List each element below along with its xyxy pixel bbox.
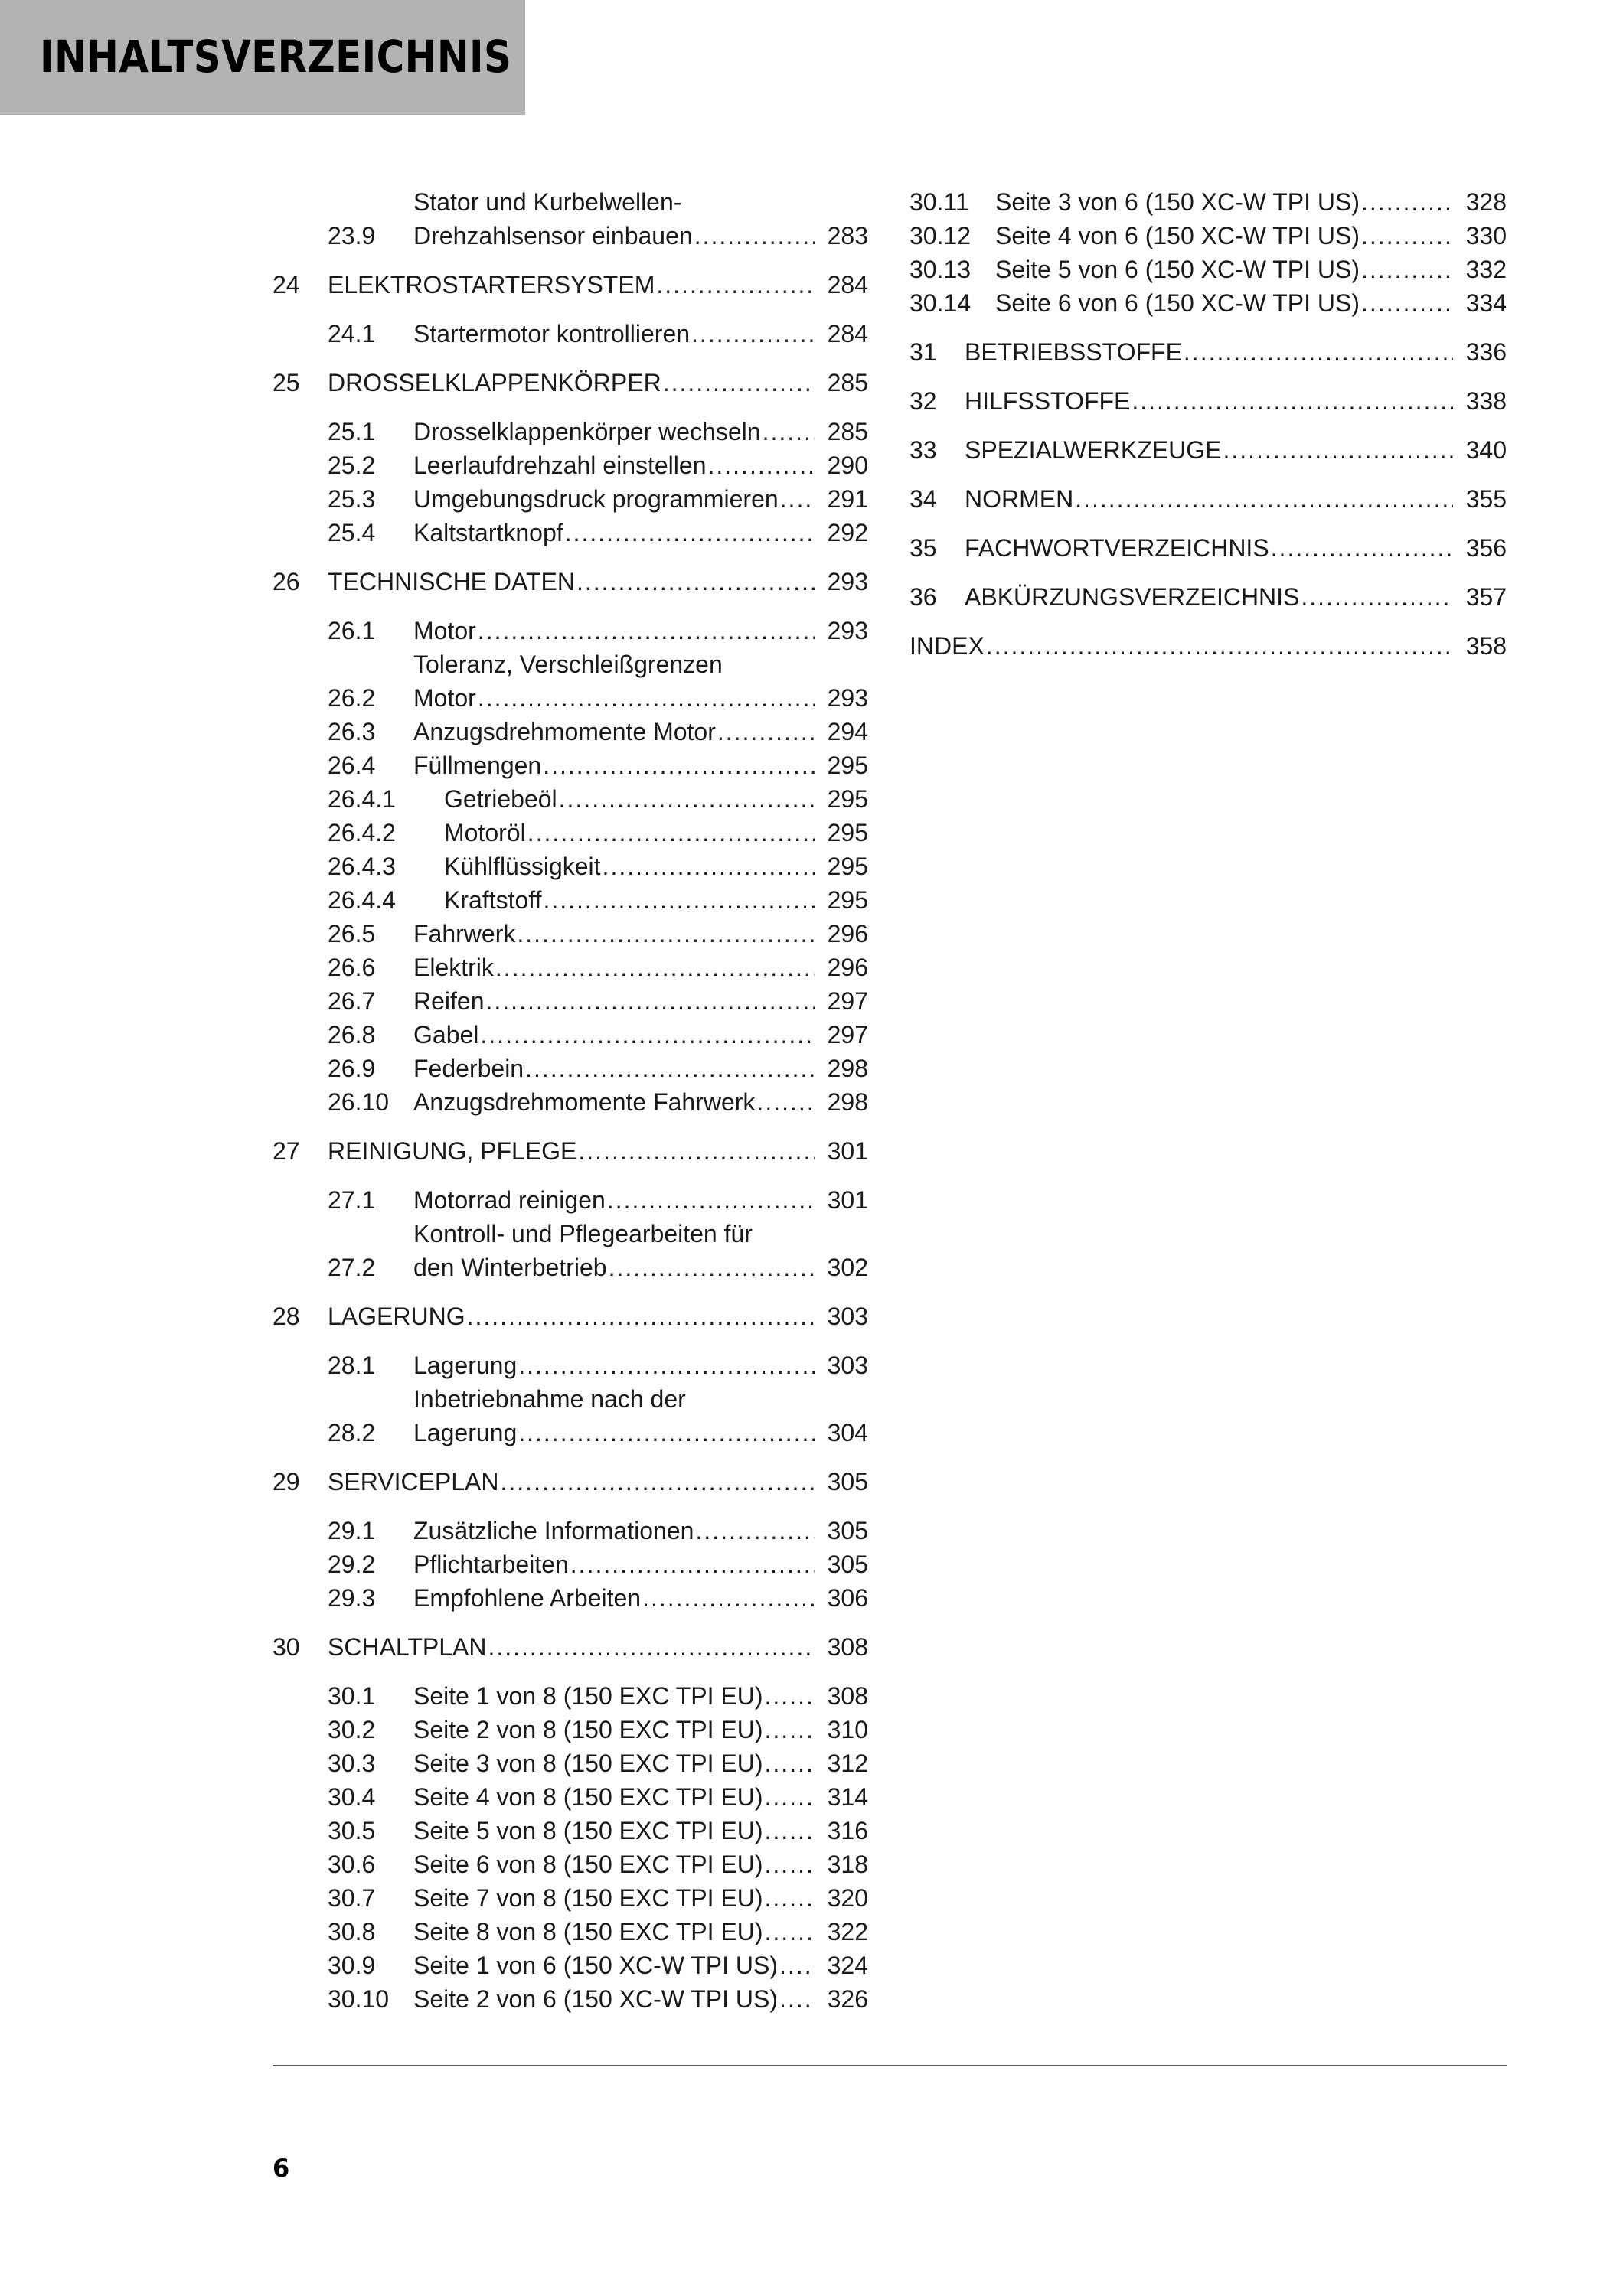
toc-entry-number: 36 [909, 583, 937, 611]
toc-entry-title: Reifen [413, 987, 485, 1015]
page-number: 6 [273, 2154, 290, 2183]
toc-entry-page: 296 [827, 954, 868, 981]
dot-leader [694, 219, 815, 253]
toc-entry-page: 314 [827, 1783, 868, 1811]
toc-entry-title: FACHWORTVERZEICHNIS [965, 534, 1269, 562]
toc-entry-title: Seite 2 von 8 (150 EXC TPI EU) [413, 1716, 763, 1743]
toc-entry-title: NORMEN [965, 485, 1074, 513]
toc-section-entry[interactable] [273, 1018, 868, 1052]
toc-entry-title: Gabel [413, 1021, 479, 1049]
toc-entry-number: 30.6 [328, 1851, 376, 1878]
toc-entry-title-line: Stator und Kurbelwellen- [413, 188, 682, 216]
dot-leader [607, 1183, 815, 1217]
toc-entry-page: 290 [827, 452, 868, 479]
toc-section-entry[interactable] [909, 253, 1507, 286]
toc-index-entry[interactable] [909, 629, 1507, 663]
toc-entry-number: 30.10 [328, 1985, 390, 2013]
toc-entry-page: 306 [827, 1584, 868, 1612]
toc-section-entry[interactable] [273, 1349, 868, 1382]
toc-section-entry[interactable] [273, 647, 868, 715]
toc-entry-title: Seite 2 von 6 (150 XC-W TPI US) [413, 1985, 779, 2013]
dot-leader [570, 1548, 815, 1581]
toc-entry-number: 29.3 [328, 1584, 376, 1612]
toc-entry-number: 25 [273, 369, 300, 396]
toc-entry-page: 340 [1465, 436, 1507, 464]
toc-entry-number: 25.4 [328, 519, 376, 546]
toc-entry-title-line: Inbetriebnahme nach der [413, 1385, 686, 1413]
toc-entry-title: HILFSSTOFFE [965, 387, 1131, 415]
dot-leader [609, 1251, 815, 1284]
toc-section-entry[interactable] [273, 1848, 868, 1881]
toc-section-entry[interactable] [273, 317, 868, 351]
toc-entry-page: 316 [827, 1817, 868, 1844]
toc-entry-number: 26.8 [328, 1021, 376, 1049]
toc-section-entry[interactable] [273, 984, 868, 1018]
header-box [0, 0, 525, 115]
toc-entry-number: 34 [909, 485, 937, 513]
toc-entry-number: 25.3 [328, 485, 376, 513]
toc-entry-title: Federbein [413, 1055, 524, 1082]
toc-entry-number: 27.2 [328, 1254, 376, 1281]
dot-leader [717, 715, 815, 748]
toc-section-entry[interactable] [273, 448, 868, 482]
toc-section-entry[interactable] [273, 1581, 868, 1615]
dot-leader [765, 1679, 815, 1713]
toc-entry-page: 285 [827, 418, 868, 445]
toc-left-column [273, 185, 868, 2016]
toc-entry-title: Drehzahlsensor einbauen [413, 222, 693, 249]
dot-leader [691, 317, 815, 351]
dot-leader [517, 917, 815, 951]
toc-entry-page: 334 [1465, 289, 1507, 317]
toc-entry-page: 291 [827, 485, 868, 513]
toc-section-entry[interactable] [273, 917, 868, 951]
toc-entry-page: 293 [827, 684, 868, 712]
dot-leader [1361, 286, 1453, 320]
dot-leader [765, 1915, 815, 1949]
toc-section-entry[interactable] [273, 1713, 868, 1746]
dot-leader [576, 565, 815, 598]
toc-entry-page: 296 [827, 920, 868, 947]
toc-section-entry[interactable] [273, 1382, 868, 1450]
toc-entry-number: 30.9 [328, 1952, 376, 1979]
toc-entry-number: 30.2 [328, 1716, 376, 1743]
toc-entry-page: 295 [827, 886, 868, 914]
toc-entry-number: 33 [909, 436, 937, 464]
toc-section-entry[interactable] [273, 614, 868, 647]
dot-leader [1184, 335, 1453, 369]
toc-entry-number: 30.14 [909, 289, 972, 317]
page-title: INHALTSVERZEICHNIS [40, 31, 512, 83]
toc-entry-title: Seite 1 von 6 (150 XC-W TPI US) [413, 1952, 779, 1979]
toc-section-entry[interactable] [273, 850, 868, 883]
toc-entry-title: Elektrik [413, 954, 494, 981]
toc-entry-number: 26.3 [328, 718, 376, 745]
dot-leader [1361, 219, 1453, 253]
toc-entry-page: 284 [827, 271, 868, 298]
toc-chapter-entry[interactable] [909, 433, 1507, 467]
dot-leader [765, 1814, 815, 1848]
toc-entry-title: Zusätzliche Informationen [413, 1517, 694, 1544]
toc-entry-title: LAGERUNG [328, 1303, 465, 1330]
toc-section-entry[interactable] [273, 1183, 868, 1217]
toc-entry-page: 301 [827, 1137, 868, 1165]
dot-leader [779, 1982, 815, 2016]
footer-divider [273, 2065, 1507, 2066]
dot-leader [1361, 253, 1453, 286]
toc-entry-page: 320 [827, 1884, 868, 1912]
toc-entry-page: 358 [1465, 632, 1507, 660]
toc-section-entry[interactable] [273, 1679, 868, 1713]
dot-leader [565, 516, 815, 550]
dot-leader [543, 748, 815, 782]
toc-chapter-entry[interactable] [273, 565, 868, 598]
toc-entry-title: Motorrad reinigen [413, 1186, 606, 1214]
toc-entry-page: 326 [827, 1985, 868, 2013]
toc-entry-number: 28.2 [328, 1419, 376, 1446]
toc-entry-title: Seite 6 von 8 (150 EXC TPI EU) [413, 1851, 763, 1878]
toc-entry-page: 293 [827, 568, 868, 595]
toc-entry-number: 29.1 [328, 1517, 376, 1544]
toc-entry-title: SPEZIALWERKZEUGE [965, 436, 1222, 464]
toc-entry-page: 322 [827, 1918, 868, 1945]
toc-entry-number: 24.1 [328, 320, 376, 347]
toc-entry-number: 26.2 [328, 684, 376, 712]
toc-entry-title: ABKÜRZUNGSVERZEICHNIS [965, 583, 1300, 611]
toc-section-entry[interactable] [273, 1982, 868, 2016]
toc-section-entry[interactable] [273, 816, 868, 850]
toc-chapter-entry[interactable] [909, 580, 1507, 614]
toc-entry-title: Drosselklappenkörper wechseln [413, 418, 761, 445]
toc-entry-page: 305 [827, 1517, 868, 1544]
toc-entry-title: Lagerung [413, 1352, 518, 1379]
toc-entry-number: 26.1 [328, 617, 376, 644]
toc-chapter-entry[interactable] [273, 1630, 868, 1664]
toc-entry-title: Getriebeöl [444, 785, 557, 813]
dot-leader [765, 1780, 815, 1814]
toc-entry-title: SERVICEPLAN [328, 1468, 499, 1495]
toc-entry-number: 30.12 [909, 222, 972, 249]
toc-section-entry[interactable] [273, 415, 868, 448]
toc-chapter-entry[interactable] [273, 1134, 868, 1168]
toc-entry-number: 26.6 [328, 954, 376, 981]
toc-section-entry[interactable] [273, 1052, 868, 1085]
toc-chapter-entry[interactable] [273, 268, 868, 302]
dot-leader [603, 850, 815, 883]
toc-chapter-entry[interactable] [909, 335, 1507, 369]
toc-entry-title: Motor [413, 617, 476, 644]
toc-entry-page: 303 [827, 1303, 868, 1330]
toc-entry-title: TECHNISCHE DATEN [328, 568, 575, 595]
toc-entry-title: REINIGUNG, PFLEGE [328, 1137, 577, 1165]
toc-entry-title: Seite 4 von 6 (150 XC-W TPI US) [995, 222, 1360, 249]
toc-entry-number: 26 [273, 568, 300, 595]
toc-entry-page: 298 [827, 1088, 868, 1116]
toc-entry-number: 30 [273, 1633, 300, 1661]
dot-leader [578, 1134, 815, 1168]
toc-section-entry[interactable] [273, 516, 868, 550]
toc-section-entry[interactable] [909, 185, 1507, 219]
toc-entry-page: 301 [827, 1186, 868, 1214]
dot-leader [480, 1018, 815, 1052]
toc-entry-number: 30.1 [328, 1682, 376, 1710]
toc-entry-page: 336 [1465, 338, 1507, 366]
toc-entry-number: 32 [909, 387, 937, 415]
toc-entry-title: Seite 5 von 8 (150 EXC TPI EU) [413, 1817, 763, 1844]
toc-section-entry[interactable] [273, 1949, 868, 1982]
dot-leader [780, 482, 815, 516]
toc-entry-title: Startermotor kontrollieren [413, 320, 691, 347]
toc-entry-title: Seite 4 von 8 (150 EXC TPI EU) [413, 1783, 763, 1811]
toc-entry-page: 355 [1465, 485, 1507, 513]
toc-entry-page: 292 [827, 519, 868, 546]
toc-entry-page: 338 [1465, 387, 1507, 415]
dot-leader [1223, 433, 1453, 467]
toc-section-entry[interactable] [273, 1217, 868, 1284]
toc-section-entry[interactable] [273, 1915, 868, 1949]
dot-leader [765, 1881, 815, 1915]
toc-entry-title: Seite 5 von 6 (150 XC-W TPI US) [995, 256, 1360, 283]
toc-entry-page: 294 [827, 718, 868, 745]
toc-entry-title-line: Kontroll- und Pflegearbeiten für [413, 1220, 753, 1247]
toc-chapter-entry[interactable] [273, 1300, 868, 1333]
toc-entry-page: 312 [827, 1750, 868, 1777]
toc-entry-number: 26.4.4 [328, 886, 396, 914]
toc-section-entry[interactable] [273, 748, 868, 782]
toc-section-entry[interactable] [273, 1085, 868, 1119]
dot-leader [467, 1300, 815, 1333]
toc-section-entry[interactable] [273, 782, 868, 816]
toc-entry-number: 30.7 [328, 1884, 376, 1912]
toc-section-entry[interactable] [909, 219, 1507, 253]
dot-leader [486, 984, 815, 1018]
toc-section-entry[interactable] [273, 1814, 868, 1848]
toc-entry-number: 29 [273, 1468, 300, 1495]
toc-entry-title: ELEKTROSTARTERSYSTEM [328, 271, 655, 298]
toc-chapter-entry[interactable] [909, 531, 1507, 565]
dot-leader [1361, 185, 1453, 219]
toc-entry-number: 27 [273, 1137, 300, 1165]
dot-leader [656, 268, 815, 302]
toc-entry-number: 26.7 [328, 987, 376, 1015]
toc-entry-page: 298 [827, 1055, 868, 1082]
toc-entry-number: 26.4 [328, 752, 376, 779]
toc-entry-page: 297 [827, 987, 868, 1015]
toc-entry-page: 324 [827, 1952, 868, 1979]
dot-leader [1132, 384, 1453, 418]
toc-entry-page: 302 [827, 1254, 868, 1281]
toc-entry-number: 26.4.2 [328, 819, 396, 846]
dot-leader [1271, 531, 1453, 565]
toc-entry-page: 295 [827, 752, 868, 779]
toc-entry-number: 29.2 [328, 1551, 376, 1578]
toc-entry-page: 328 [1465, 188, 1507, 216]
toc-entry-page: 357 [1465, 583, 1507, 611]
toc-chapter-entry[interactable] [273, 366, 868, 400]
dot-leader [518, 1416, 815, 1450]
toc-entry-number: 30.5 [328, 1817, 376, 1844]
dot-leader [559, 782, 815, 816]
toc-entry-number: 26.9 [328, 1055, 376, 1082]
toc-entry-title: DROSSELKLAPPENKÖRPER [328, 369, 661, 396]
dot-leader [1075, 482, 1453, 516]
toc-entry-title: Motoröl [444, 819, 526, 846]
toc-entry-title: BETRIEBSSTOFFE [965, 338, 1182, 366]
toc-entry-title-line: Toleranz, Verschleißgrenzen [413, 651, 723, 678]
toc-entry-page: 284 [827, 320, 868, 347]
dot-leader [488, 1630, 815, 1664]
toc-entry-page: 297 [827, 1021, 868, 1049]
toc-section-entry[interactable] [273, 1548, 868, 1581]
toc-entry-page: 305 [827, 1551, 868, 1578]
toc-entry-number: 26.4.1 [328, 785, 396, 813]
dot-leader [1301, 580, 1453, 614]
toc-chapter-entry[interactable] [909, 384, 1507, 418]
dot-leader [478, 681, 815, 715]
toc-entry-title: den Winterbetrieb [413, 1254, 607, 1281]
toc-entry-title: Motor [413, 684, 476, 712]
toc-entry-title: Seite 3 von 8 (150 EXC TPI EU) [413, 1750, 763, 1777]
toc-entry-page: 303 [827, 1352, 868, 1379]
toc-entry-number: 26.4.3 [328, 853, 396, 880]
toc-section-entry[interactable] [273, 1881, 868, 1915]
toc-entry-title: Kaltstartknopf [413, 519, 563, 546]
toc-entry-number: 30.4 [328, 1783, 376, 1811]
toc-section-entry[interactable] [273, 482, 868, 516]
dot-leader [527, 816, 815, 850]
toc-entry-title: SCHALTPLAN [328, 1633, 487, 1661]
toc-entry-number: 30.3 [328, 1750, 376, 1777]
toc-entry-title: Anzugsdrehmomente Fahrwerk [413, 1088, 756, 1116]
toc-entry-title: Empfohlene Arbeiten [413, 1584, 642, 1612]
toc-entry-number: 30.8 [328, 1918, 376, 1945]
toc-chapter-entry[interactable] [273, 1465, 868, 1499]
dot-leader [642, 1581, 815, 1615]
dot-leader [478, 614, 815, 647]
toc-entry-number: 26.5 [328, 920, 376, 947]
toc-entry-page: 310 [827, 1716, 868, 1743]
dot-leader [663, 366, 815, 400]
toc-entry-page: 295 [827, 819, 868, 846]
toc-entry-number: 26.10 [328, 1088, 390, 1116]
toc-entry-page: 356 [1465, 534, 1507, 562]
toc-entry-number: 27.1 [328, 1186, 376, 1214]
dot-leader [695, 1514, 815, 1548]
dot-leader [501, 1465, 815, 1499]
toc-section-entry[interactable] [909, 286, 1507, 320]
toc-entry-number: 35 [909, 534, 937, 562]
toc-entry-page: 285 [827, 369, 868, 396]
toc-entry-number: 25.2 [328, 452, 376, 479]
toc-entry-title: Kraftstoff [444, 886, 542, 914]
toc-entry-number: 30.11 [909, 188, 969, 216]
toc-section-entry[interactable] [273, 951, 868, 984]
toc-entry-page: 295 [827, 853, 868, 880]
toc-entry-number: 30.13 [909, 256, 972, 283]
toc-entry-title: Kühlflüssigkeit [444, 853, 601, 880]
toc-entry-title: Pflichtarbeiten [413, 1551, 569, 1578]
dot-leader [763, 415, 815, 448]
toc-entry-number: 24 [273, 271, 300, 298]
toc-entry-page: 304 [827, 1419, 868, 1446]
dot-leader [495, 951, 815, 984]
toc-entry-page: 332 [1465, 256, 1507, 283]
dot-leader [525, 1052, 815, 1085]
toc-right-column [909, 185, 1507, 663]
toc-section-entry[interactable] [273, 1514, 868, 1548]
dot-leader [756, 1085, 815, 1119]
toc-entry-title: Seite 3 von 6 (150 XC-W TPI US) [995, 188, 1360, 216]
toc-entry-title: Lagerung [413, 1419, 518, 1446]
toc-entry-number: 23.9 [328, 222, 376, 249]
dot-leader [779, 1949, 815, 1982]
dot-leader [543, 883, 815, 917]
dot-leader [765, 1746, 815, 1780]
toc-entry-title: Leerlaufdrehzahl einstellen [413, 452, 707, 479]
dot-leader [518, 1349, 815, 1382]
toc-section-entry[interactable] [273, 883, 868, 917]
toc-entry-number: 28 [273, 1303, 300, 1330]
toc-section-entry[interactable] [273, 1746, 868, 1780]
dot-leader [707, 448, 815, 482]
toc-entry-number: 31 [909, 338, 937, 366]
toc-section-entry[interactable] [273, 1780, 868, 1814]
toc-entry-title: Seite 8 von 8 (150 EXC TPI EU) [413, 1918, 763, 1945]
toc-section-entry[interactable] [273, 185, 868, 253]
toc-entry-number: 28.1 [328, 1352, 376, 1379]
toc-entry-title: Umgebungsdruck programmieren [413, 485, 779, 513]
toc-entry-page: 308 [827, 1682, 868, 1710]
toc-entry-page: 318 [827, 1851, 868, 1878]
toc-entry-page: 308 [827, 1633, 868, 1661]
toc-entry-title: Seite 7 von 8 (150 EXC TPI EU) [413, 1884, 763, 1912]
dot-leader [986, 629, 1453, 663]
toc-entry-title: Anzugsdrehmomente Motor [413, 718, 716, 745]
toc-entry-title: Füllmengen [413, 752, 542, 779]
toc-entry-title: INDEX [909, 632, 985, 660]
toc-entry-page: 305 [827, 1468, 868, 1495]
dot-leader [765, 1848, 815, 1881]
toc-entry-page: 330 [1465, 222, 1507, 249]
dot-leader [765, 1713, 815, 1746]
toc-entry-page: 283 [827, 222, 868, 249]
toc-entry-page: 295 [827, 785, 868, 813]
toc-chapter-entry[interactable] [909, 482, 1507, 516]
toc-section-entry[interactable] [273, 715, 868, 748]
toc-entry-number: 25.1 [328, 418, 376, 445]
toc-entry-page: 293 [827, 617, 868, 644]
toc-entry-title: Fahrwerk [413, 920, 516, 947]
toc-entry-title: Seite 1 von 8 (150 EXC TPI EU) [413, 1682, 763, 1710]
toc-entry-title: Seite 6 von 6 (150 XC-W TPI US) [995, 289, 1360, 317]
